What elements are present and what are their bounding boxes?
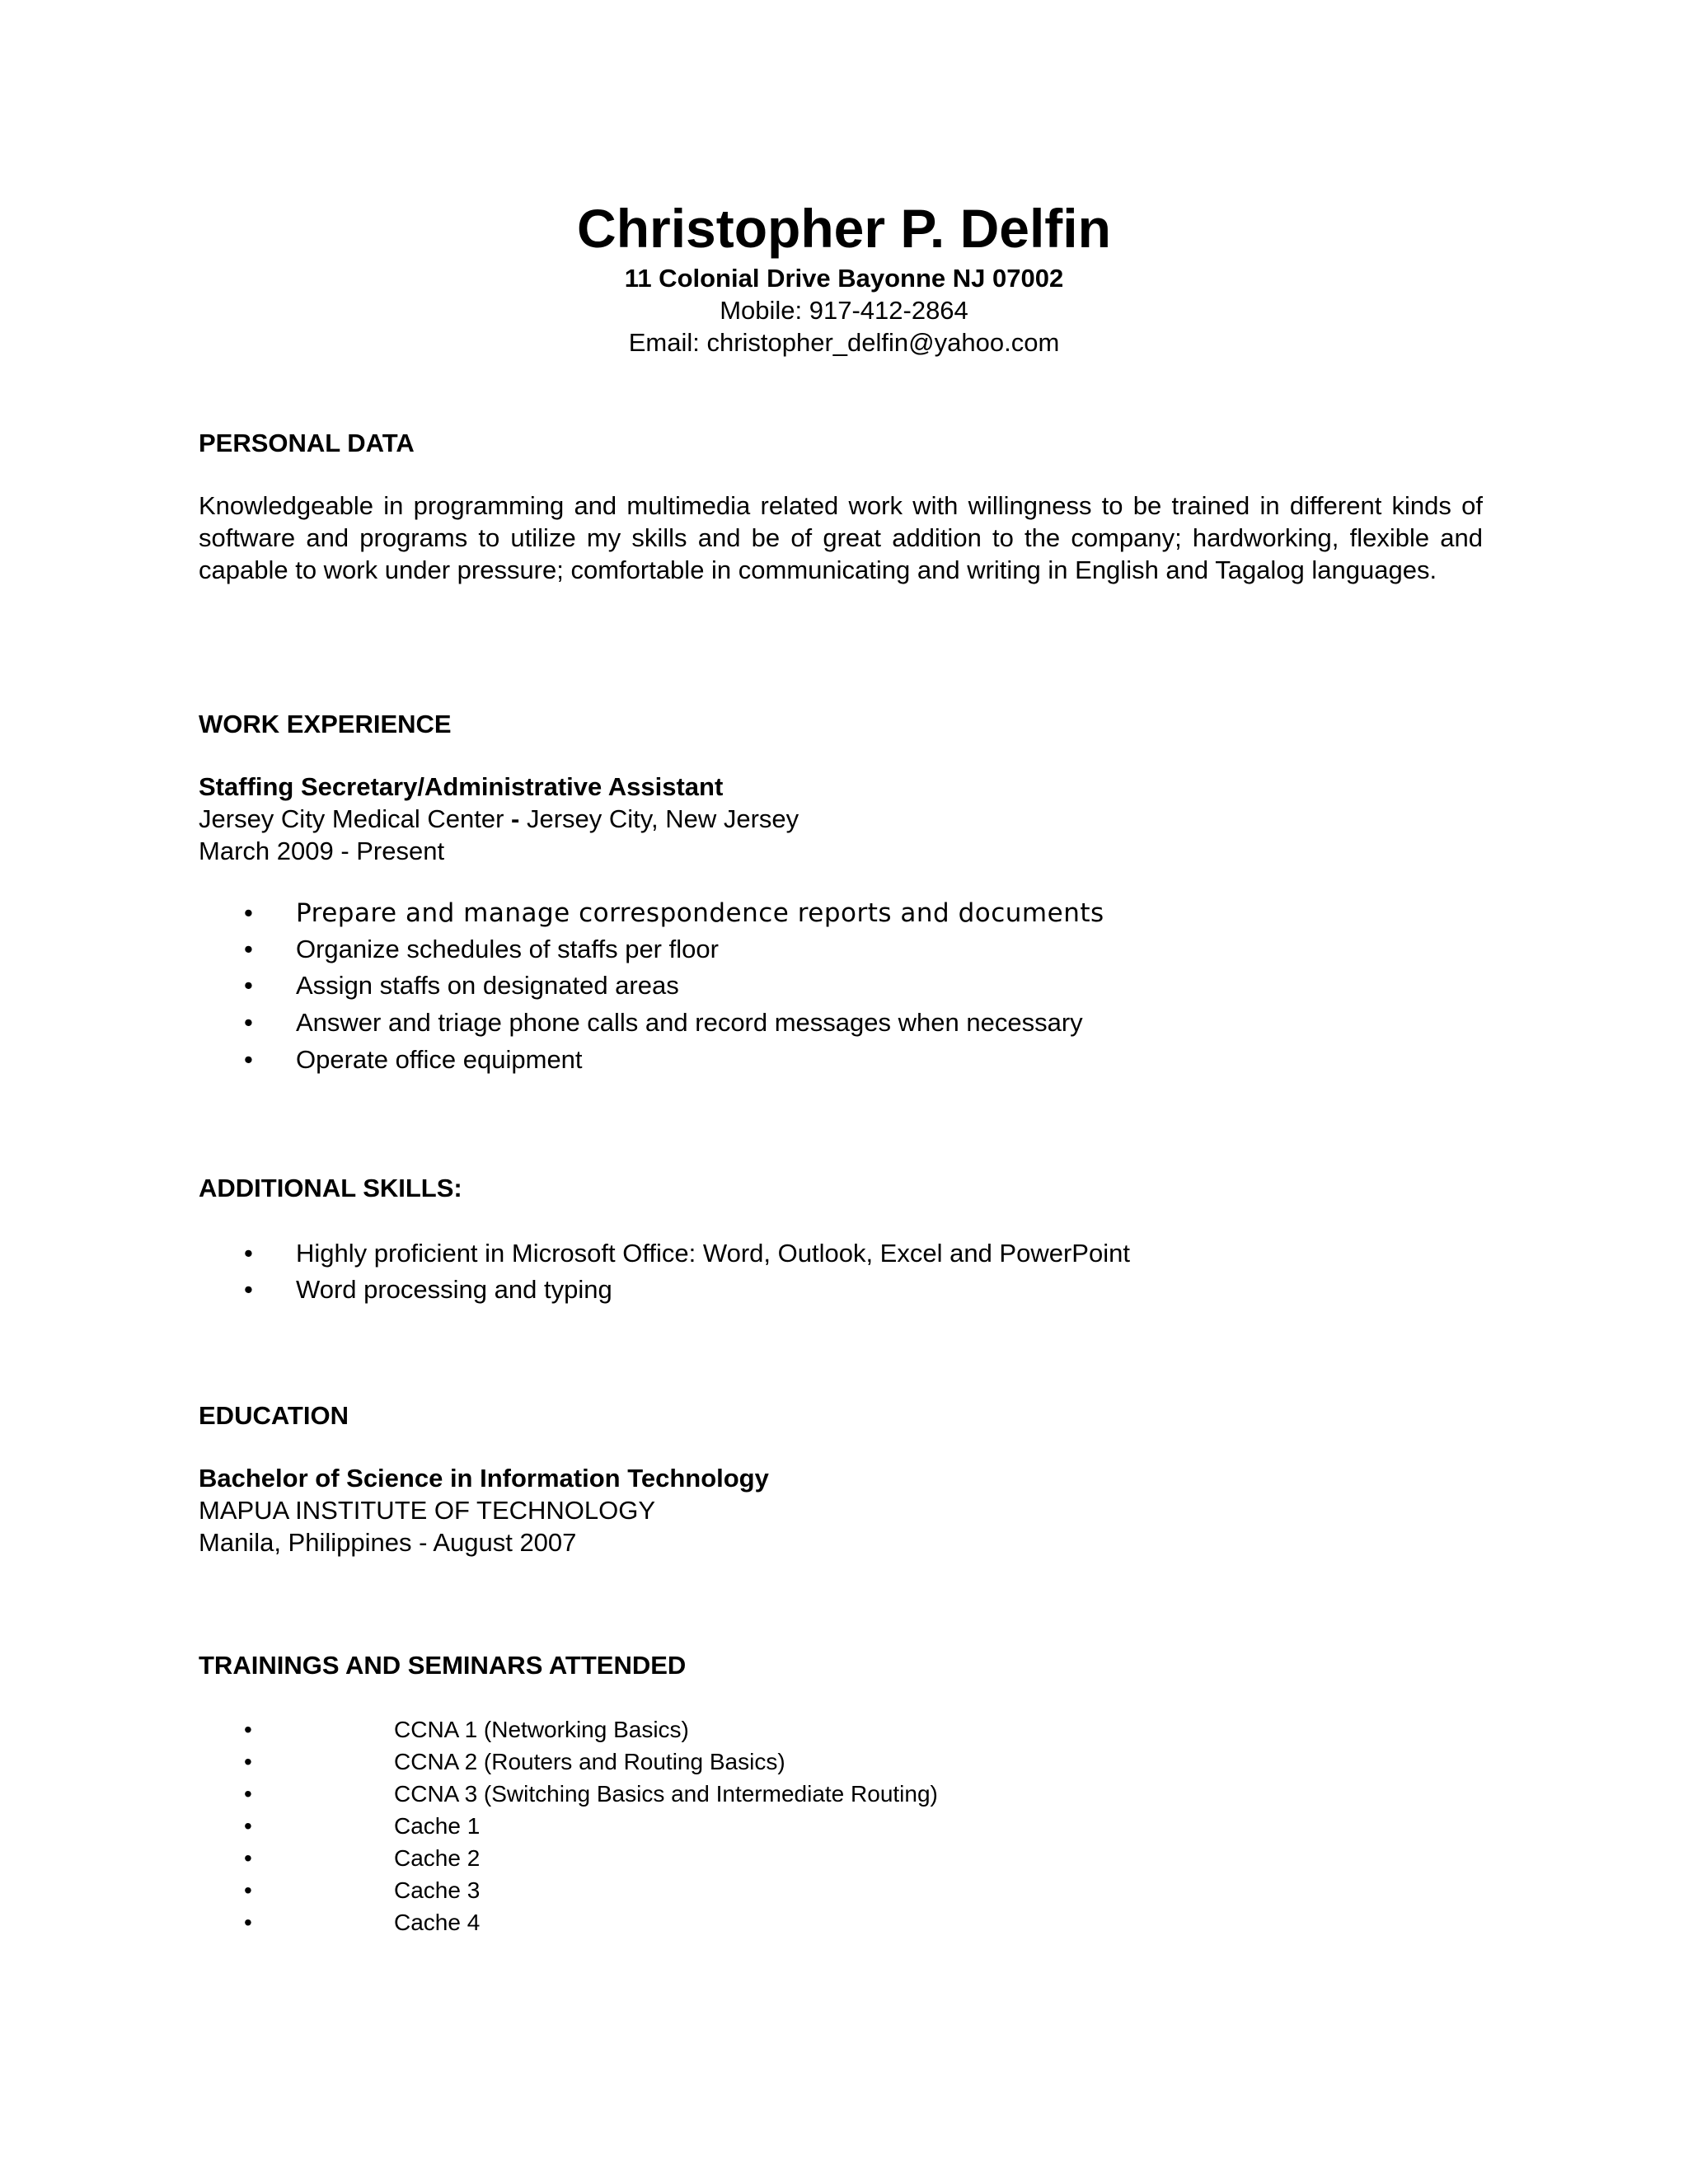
bullet-icon: • — [244, 1045, 253, 1074]
applicant-address: 11 Colonial Drive Bayonne NJ 07002 — [624, 264, 1064, 293]
duty-text: Assign staffs on designated areas — [296, 971, 679, 1000]
applicant-mobile: Mobile: 917-412-2864 — [720, 296, 968, 325]
bullet-icon: • — [244, 1813, 252, 1839]
section-title-education: EDUCATION — [199, 1401, 349, 1430]
section-title-additional-skills: ADDITIONAL SKILLS: — [199, 1174, 462, 1202]
skill-text: Word processing and typing — [296, 1275, 612, 1304]
training-text: CCNA 3 (Switching Basics and Intermediate Routing) — [394, 1781, 938, 1807]
bullet-icon: • — [244, 1877, 252, 1903]
job-title: Staffing Secretary/Administrative Assistant — [199, 772, 724, 801]
bullet-icon: • — [244, 1239, 253, 1268]
job-separator: - — [511, 804, 520, 833]
training-text: Cache 2 — [394, 1845, 481, 1871]
duty-text: Organize schedules of staffs per floor — [296, 935, 719, 963]
bullet-icon: • — [244, 1845, 252, 1871]
job-employer: Jersey City Medical Center — [199, 804, 504, 833]
section-title-work-experience: WORK EXPERIENCE — [199, 710, 452, 738]
duty-text: Answer and triage phone calls and record messages when necessary — [296, 1008, 1083, 1037]
training-text: CCNA 1 (Networking Basics) — [394, 1717, 689, 1742]
bullet-icon: • — [244, 1008, 253, 1037]
job-employer-line — [199, 803, 799, 835]
bullet-icon: • — [244, 971, 253, 1000]
skill-text: Highly proficient in Microsoft Office: Word, Outlook, Excel and PowerPoint — [296, 1239, 1130, 1268]
job-dates: March 2009 - Present — [199, 837, 445, 865]
bullet-icon: • — [244, 1717, 252, 1742]
education-entry — [199, 1462, 769, 1558]
training-text: Cache 1 — [394, 1813, 481, 1839]
personal-data-paragraph: Knowledgeable in programming and multimedia related work with willingness to be trained in different kinds of software and programs to utilize my skills and be of great addition to the company; hardworking, flexible and capable to work under pressure; comfortable in communicating and writing in English and Tagalog languages. — [199, 491, 1483, 584]
education-degree: Bachelor of Science in Information Technology — [199, 1464, 769, 1493]
bullet-icon: • — [244, 1275, 253, 1304]
job-entry — [199, 771, 799, 867]
education-location-date: Manila, Philippines - August 2007 — [199, 1528, 577, 1557]
section-title-trainings: TRAININGS AND SEMINARS ATTENDED — [199, 1651, 687, 1680]
bullet-icon: • — [244, 898, 253, 927]
training-text: Cache 3 — [394, 1877, 481, 1903]
duty-text: Prepare and manage correspondence reports and documents — [296, 898, 1104, 928]
bullet-icon: • — [244, 935, 253, 963]
applicant-email: Email: christopher_delfin@yahoo.com — [628, 328, 1060, 357]
bullet-icon: • — [244, 1781, 252, 1807]
job-location: Jersey City, New Jersey — [526, 804, 799, 833]
resume-header — [0, 194, 1688, 359]
section-title-personal-data: PERSONAL DATA — [199, 429, 415, 457]
education-school: MAPUA INSTITUTE OF TECHNOLOGY — [199, 1496, 656, 1525]
applicant-name: Christopher P. Delfin — [577, 198, 1111, 259]
training-text: CCNA 2 (Routers and Routing Basics) — [394, 1749, 785, 1774]
duty-text: Operate office equipment — [296, 1045, 583, 1074]
bullet-icon: • — [244, 1749, 252, 1774]
training-text: Cache 4 — [394, 1910, 481, 1935]
bullet-icon: • — [244, 1910, 252, 1935]
